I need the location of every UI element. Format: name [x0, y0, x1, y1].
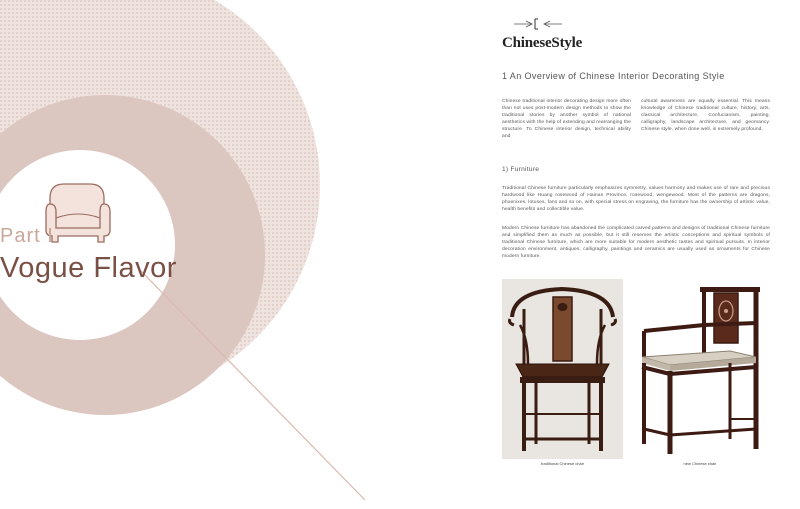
- headline: Vogue Flavor: [0, 252, 177, 284]
- subheading-furniture: 1) Furniture: [502, 166, 540, 173]
- modern-chinese-chair-photo: [630, 279, 770, 459]
- photo-2-caption: new Chinese chair: [683, 461, 717, 466]
- intro-columns: [502, 99, 770, 140]
- ornament-icon: [512, 16, 564, 32]
- intro-col-2: cultural awareness are equally essential. This means knowledge of Chinese traditional culture, history, arts, classical architecture, Confucianism, painting, calligraphy, landscape architecture, and geomancy. Chinese style, when done well, is extremely profound.: [641, 99, 770, 132]
- armchair-icon: [44, 180, 112, 248]
- photo-1-caption: traditional Chinese chair: [541, 461, 584, 466]
- intro-col-1: Chinese traditional interior decorating design more often than not uses post-modern design methods to show the traditional stories by another symbol of national aesthetics with the help of extending and rearranging the structure. To Chinese interior design, technical ability and: [502, 99, 631, 139]
- part-label: Part I: [0, 225, 54, 247]
- horseshoe-chair-photo: [502, 279, 623, 459]
- page-title: ChineseStyle: [502, 35, 583, 51]
- paragraph-2: Modern Chinese furniture has abandoned the complicated carved patterns and designs of traditional Chinese furniture and simplified them as much as possible, but it still reserves the artistic conceptions and spiritual symbols of traditional Chinese furniture, which are more suitable for modern aesthetic tastes and spiritual pursuits. In interior decoration environment, antiques, calligraphy, paintings and ceramics are usually used as ornaments for Chinese modern furniture.: [502, 226, 770, 259]
- paragraph-1: Traditional Chinese furniture particularly emphasizes symmetry, values harmony and makes use of rare and precious hardwood like Huang rosewood of Hainan Province, rosewood, wengewood. Most of the patterns are dragons, phoenixes, lotuses, fans and so on, with special stress on engraving, the furniture has the ownership of artistic value, health benefits and collectible value.: [502, 186, 770, 212]
- section-heading: 1 An Overview of Chinese Interior Decorating Style: [502, 71, 725, 81]
